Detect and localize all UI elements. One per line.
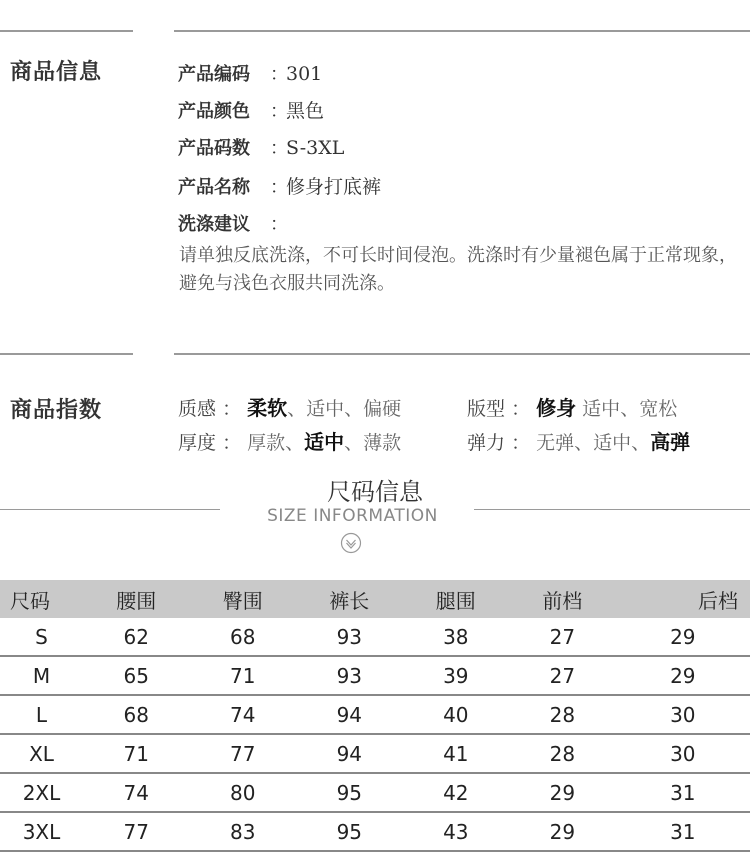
- table-cell: 94: [296, 695, 403, 734]
- info-value: 301: [286, 63, 323, 85]
- index-thickness: 厚度 ： 厚款、适中、薄款: [178, 430, 402, 454]
- table-cell: 80: [190, 773, 297, 812]
- index-label: 弹力: [467, 432, 506, 454]
- info-label: 产品编码: [178, 64, 250, 85]
- column-header-front-rise: 前档: [509, 580, 616, 618]
- section-title-product-info: 商品信息: [10, 60, 103, 85]
- table-cell: M: [0, 656, 83, 695]
- table-header-row: [0, 580, 750, 618]
- index-colon: ：: [222, 398, 242, 420]
- table-cell: 27: [509, 656, 616, 695]
- divider-mid-right: [174, 353, 750, 355]
- table-cell: 74: [190, 695, 297, 734]
- table-cell: 77: [190, 734, 297, 773]
- index-option-selected: 高弹: [650, 430, 691, 454]
- table-cell: 31: [616, 812, 750, 851]
- table-cell: S: [0, 618, 83, 656]
- index-option-selected: 柔软: [247, 396, 288, 420]
- index-option-selected: 修身: [536, 396, 577, 420]
- table-cell: 30: [616, 734, 750, 773]
- column-header-size: 尺码: [0, 580, 83, 618]
- table-cell: 95: [296, 773, 403, 812]
- index-option: 适中: [593, 432, 632, 454]
- table-cell: 74: [83, 773, 190, 812]
- table-cell: 27: [509, 618, 616, 656]
- info-colon: ：: [270, 138, 288, 159]
- table-row: [0, 695, 750, 734]
- size-table: [0, 580, 750, 852]
- info-value: 黑色: [286, 100, 325, 122]
- info-row-size-range: [178, 134, 344, 160]
- table-cell: 40: [403, 695, 510, 734]
- index-elasticity: 弹力 ： 无弹、适中、高弹: [467, 430, 691, 454]
- info-value: 修身打底裤: [286, 176, 382, 198]
- index-colon: ：: [511, 432, 531, 454]
- table-cell: 41: [403, 734, 510, 773]
- table-cell: 62: [83, 618, 190, 656]
- table-cell: 28: [509, 734, 616, 773]
- index-option: 适中: [582, 398, 621, 420]
- info-colon: ：: [270, 177, 288, 198]
- section-title-product-index: 商品指数: [10, 398, 103, 423]
- table-cell: 71: [190, 656, 297, 695]
- info-label: 产品颜色: [178, 101, 250, 122]
- index-texture: 质感 ： 柔软、适中、偏硬: [178, 396, 402, 420]
- index-fit: 版型 ： 修身 适中、宽松: [467, 396, 678, 420]
- index-label: 厚度: [178, 432, 217, 454]
- table-cell: 39: [403, 656, 510, 695]
- table-cell: 30: [616, 695, 750, 734]
- table-cell: 71: [83, 734, 190, 773]
- info-colon: ：: [270, 64, 288, 85]
- table-cell: 68: [83, 695, 190, 734]
- size-info-subtitle: SIZE INFORMATION: [267, 506, 438, 526]
- table-cell: 28: [509, 695, 616, 734]
- table-row: [0, 656, 750, 695]
- table-cell: L: [0, 695, 83, 734]
- index-colon: ：: [511, 398, 531, 420]
- info-colon: ：: [270, 101, 288, 122]
- index-colon: ：: [222, 432, 242, 454]
- table-cell: 65: [83, 656, 190, 695]
- table-cell: 93: [296, 618, 403, 656]
- chevron-down-circle-icon: [340, 532, 362, 554]
- table-cell: XL: [0, 734, 83, 773]
- index-option: 宽松: [639, 398, 678, 420]
- wash-advice-text: 请单独反底洗涤，不可长时间侵泡。洗涤时有少量褪色属于正常现象，避免与浅色衣服共同洗涤。: [179, 245, 737, 294]
- table-cell: 93: [296, 656, 403, 695]
- divider-top-left: [0, 30, 133, 32]
- info-colon: ：: [270, 214, 288, 235]
- table-row: [0, 734, 750, 773]
- table-cell: 2XL: [0, 773, 83, 812]
- table-cell: 29: [509, 773, 616, 812]
- table-cell: 95: [296, 812, 403, 851]
- table-cell: 77: [83, 812, 190, 851]
- info-row-color: [178, 96, 324, 123]
- index-label: 版型: [467, 398, 506, 420]
- info-row-name: [178, 172, 381, 199]
- table-row: [0, 618, 750, 656]
- size-info-title: 尺码信息: [327, 478, 423, 506]
- table-cell: 29: [616, 656, 750, 695]
- table-cell: 31: [616, 773, 750, 812]
- info-label: 洗涤建议: [178, 214, 250, 235]
- column-header-hip: 臀围: [190, 580, 297, 618]
- table-cell: 29: [509, 812, 616, 851]
- table-row: [0, 773, 750, 812]
- table-cell: 29: [616, 618, 750, 656]
- column-header-back-rise: 后档: [616, 580, 750, 618]
- index-option: 无弹: [536, 432, 575, 454]
- info-label: 产品码数: [178, 138, 250, 159]
- index-option: 偏硬: [363, 398, 402, 420]
- table-row: [0, 812, 750, 851]
- table-cell: 38: [403, 618, 510, 656]
- table-cell: 94: [296, 734, 403, 773]
- index-option: 薄款: [363, 432, 402, 454]
- column-header-length: 裤长: [296, 580, 403, 618]
- index-option-selected: 适中: [304, 430, 345, 454]
- table-cell: 42: [403, 773, 510, 812]
- info-row-code: [178, 60, 322, 86]
- column-header-thigh: 腿围: [403, 580, 510, 618]
- divider-mid-left: [0, 353, 133, 355]
- info-value: S-3XL: [286, 137, 345, 159]
- info-label: 产品名称: [178, 177, 250, 198]
- index-option: 厚款: [247, 432, 286, 454]
- table-cell: 83: [190, 812, 297, 851]
- table-cell: 43: [403, 812, 510, 851]
- info-row-wash: [178, 210, 286, 236]
- index-option: 适中: [306, 398, 345, 420]
- table-cell: 68: [190, 618, 297, 656]
- index-label: 质感: [178, 398, 217, 420]
- column-header-waist: 腰围: [83, 580, 190, 618]
- table-cell: 3XL: [0, 812, 83, 851]
- divider-top-right: [174, 30, 750, 32]
